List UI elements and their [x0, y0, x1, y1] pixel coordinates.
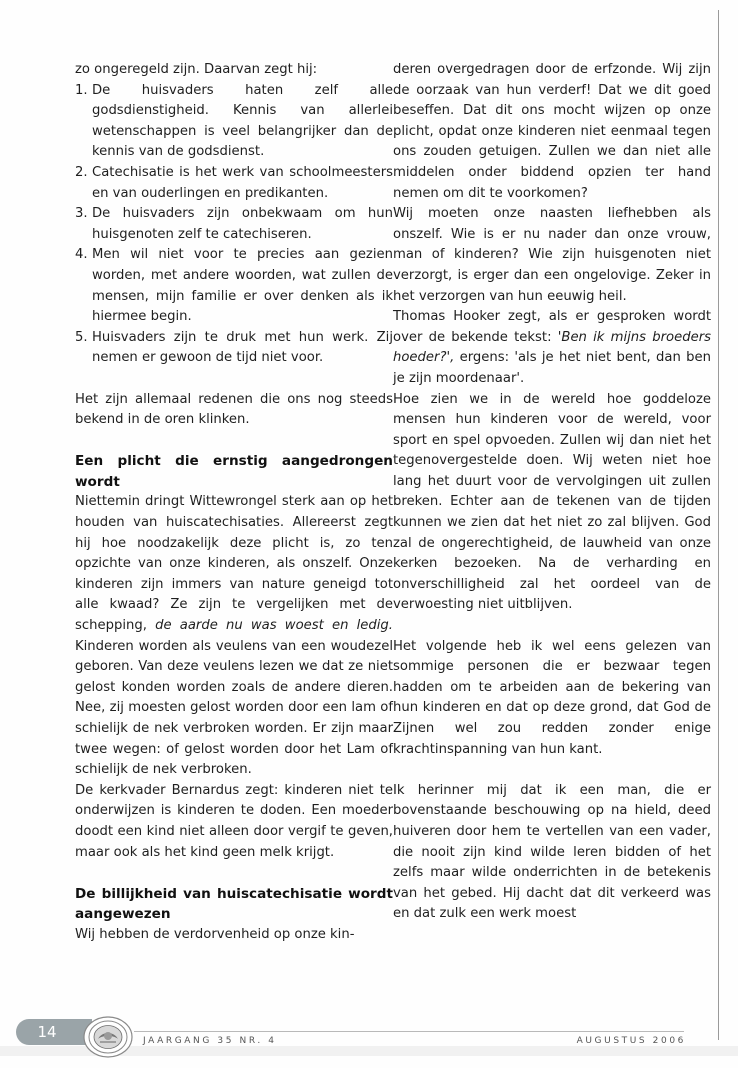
list-number: 4. [75, 247, 88, 263]
page-edge-rule [718, 10, 719, 1040]
list-text: Catechisatie is het werk van schoolmeesters en van ouderlingen en predikanten. [92, 164, 393, 201]
page-footer [0, 1015, 738, 1061]
paragraph-wereld: Hoe zien we in de wereld hoe goddeloze mensen hun kinderen voor de wereld, voor sport en spel opvoeden. Zullen wij dan niet het tegenovergestelde doen. Wij weten niet hoe lang het duurt voor de vervolgingen uit zullen breken. Echter aan de tekenen van de tijden kunnen we zien dat het niet zo zal blijven. God zal de ongerechtigheid, de lauwheid van onze kerken bezoeken. Na de verharding en onverschilligheid zal het oordeel van de verwoesting niet uitblijven. [393, 391, 711, 613]
footer-rule [134, 1031, 684, 1032]
paragraph-verdorvenheid: Wij hebben de verdorvenheid op onze kin- [75, 926, 355, 942]
intro-line: zo ongeregeld zijn. Daarvan zegt hij: [75, 62, 318, 77]
list-text: De huisvaders zijn onbekwaam om hun huisgenoten zelf te catechiseren. [92, 206, 393, 242]
paragraph-bezwaar: Het volgende heb ik wel eens gelezen van sommige personen die er bezwaar tegen hadden om te arbeiden aan de bekering van hun kinderen en dat op deze grond, dat God de Zijnen wel zou redden zonder enige krachtinspanning van hun kant. [393, 638, 711, 757]
page-number: 14 [37, 1023, 57, 1041]
paragraph-text: Thomas Hooker zegt, als er gesproken wordt over de bekende tekst: [393, 309, 711, 345]
paragraph-naasten: Wij moeten onze naasten liefhebben als onszelf. Wie is er nu nader dan onze vrouw, man of kinderen? Wie zijn huisgenoten niet verzorgt, is erger dan een ongelovige. Zeker in het verzorgen van hun eeuwig heil. [393, 206, 711, 304]
seal-logo-icon [82, 1015, 134, 1059]
paragraph-hooker [393, 307, 711, 389]
list-item [75, 81, 393, 163]
paragraph-bernardus: De kerkvader Bernardus zegt: kinderen niet te onderwijzen is kinderen te doden. Een moeder doodt een kind niet alleen door vergif te geven, maar ook als het kind geen melk krijgt. [75, 782, 393, 860]
list-item [75, 204, 393, 245]
section-heading-plicht: Een plicht die ernstig aangedrongen wordt [75, 453, 393, 490]
after-list-paragraph: Het zijn allemaal redenen die ons nog steeds bekend in de oren klinken. [75, 391, 393, 428]
list-item [75, 328, 393, 369]
paragraph-herinnering: Ik herinner mij dat ik een man, die er bovenstaande beschouwing op na hield, deed huiveren door hem te vertellen van een vader, die nooit zijn kind wilde leren bidden of het zelfs maar wilde onderrichten in de betekenis van het gebed. Hij dacht dat dit verkeerd was en dat zulk een werk moest [393, 782, 711, 922]
list-number: 3. [75, 206, 88, 222]
list-number: 2. [75, 164, 88, 180]
paragraph-text: Niettemin dringt Wittewrongel sterk aan op het houden van huiscatechisaties. Allereerst zegt hij hoe noodzakelijk deze plicht is, zo ten opzichte van onze kinderen, als onszelf. Onze kinderen zijn immers van nature geneigd tot alle kwaad? Ze zijn te vergelijken met de schepping, [75, 494, 393, 634]
paragraph-erfzonde: deren overgedragen door de erfzonde. Wij zijn de oorzaak van hun verderf! Dat we dit goed beseffen. Dat dit ons mocht wijzen op onze plicht, opdat onze kinderen niet eenmaal tegen ons zouden getuigen. Zullen we dan niet alle middelen onder biddend opzien ter hand nemen om dit te voorkomen? [393, 62, 711, 201]
paragraph-text: ergens: 'als je het niet bent, dan ben je zijn moordenaar'. [393, 350, 711, 386]
scripture-quote: 'Ben ik mijns broeders hoeder?', [393, 329, 711, 366]
scripture-quote: de aarde nu was woest en ledig. [155, 618, 393, 634]
section-heading-billijkheid: De billijkheid van huiscatechisatie wordt aangewezen [75, 885, 393, 923]
journal-issue: JAARGANG 35 NR. 4 [143, 1036, 277, 1046]
list-number: 1. [75, 82, 88, 98]
issue-date: AUGUSTUS 2006 [576, 1036, 686, 1046]
right-column [393, 60, 711, 925]
left-column [75, 60, 393, 946]
list-text: Huisvaders zijn te druk met hun werk. Zij nemen er gewoon de tijd niet voor. [92, 329, 393, 366]
list-number: 5. [75, 329, 88, 345]
paragraph-wittewrongel [75, 492, 393, 780]
list-item [75, 163, 393, 204]
reasons-list [75, 81, 393, 369]
list-text: Men wil niet voor te precies aan gezien worden, met andere woorden, wat zullen de mensen, mijn familie er over denken als ik hiermee begin. [92, 247, 393, 325]
list-text: De huisvaders haten zelf alle godsdienstigheid. Kennis van allerlei wetenschappen is veel belangrijker dan de kennis van de godsdienst. [92, 82, 393, 160]
paragraph-text: Kinderen worden als veulens van een woudezel geboren. Van deze veulens lezen we dat ze niet gelost konden worden zoals de andere dieren. Nee, zij moesten gelost worden door een lam of schielijk de nek verbroken worden. Er zijn maar twee wegen: of gelost worden door het Lam of schielijk de nek verbroken. [75, 638, 393, 778]
list-item [75, 245, 393, 327]
